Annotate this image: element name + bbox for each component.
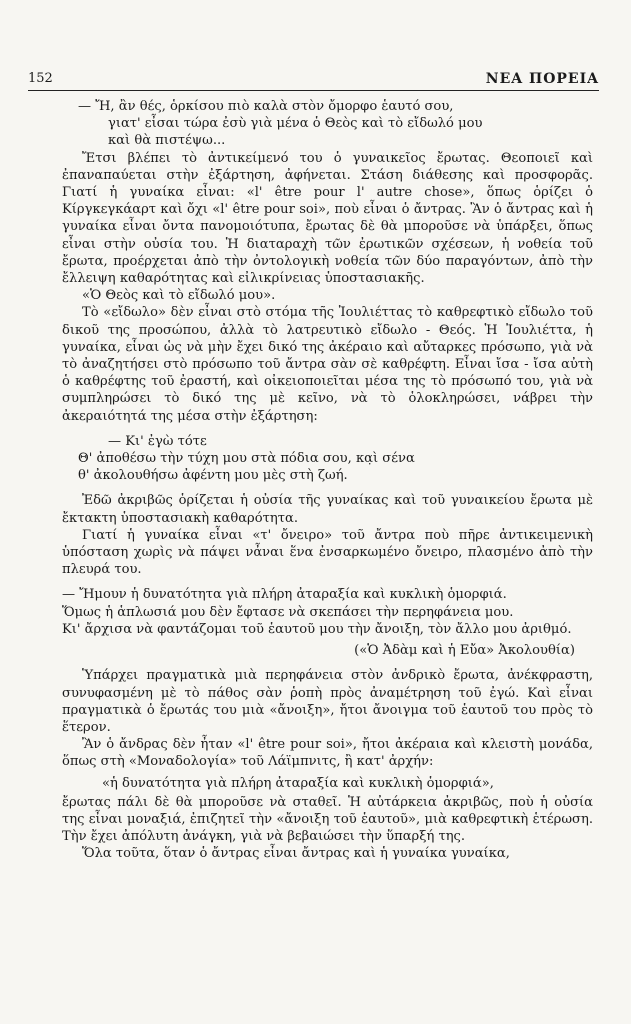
verse-quote-3	[62, 586, 593, 638]
article-body	[62, 98, 593, 863]
verse-line: — Ἤμουν ἡ δυνατότητα γιὰ πλήρη ἀταραξία καὶ κυκλικὴ ὁμορφιά.	[62, 587, 507, 603]
verse-line: θ' ἀκολουθήσω ἀφέντη μου μὲς στὴ ζωή.	[78, 468, 348, 484]
verse-line: καὶ θὰ πιστέψω...	[108, 133, 226, 149]
paragraph: ἔρωτας πάλι δὲ θὰ μποροῦσε νὰ σταθεῖ. Ἡ αὐτάρκεια ἀκριβῶς, ποὺ ἡ οὐσία της εἶναι μοναξιά, ἐπιζητεῖ τὴν «ἄνοιξη τοῦ ἑαυτοῦ», μιὰ καθρεφτικὴ ἑτέρωση. Τὴν ἔχει ἀπόλυτη ἀνάγκη, γιὰ νὰ βεβαιώσει τὴν ὕπαρξή της.	[62, 794, 593, 845]
attribution: («Ὁ Ἀδὰμ καὶ ἡ Εὔα» Ἀκολουθία)	[354, 643, 575, 659]
page-number: 152	[28, 71, 53, 86]
paragraph: Ἔτσι βλέπει τὸ ἀντικείμενό του ὁ γυναικεῖος ἔρωτας. Θεοποιεῖ καὶ ἐπαναπαύεται στὴν ἐξάρτηση, ἀφήνεται. Στάση διάθεσης καὶ προσφορᾶς. Γιατί ἡ γυναίκα εἶναι: «l' être pour l' autre chose», ὅπως ὁρίζει ὁ Κίργκεγκάαρτ καὶ ὄχι «l' être pour soi», ποὺ εἶναι ὁ ἄντρας. Ἂν ὁ ἄντρας καὶ ἡ γυναίκα εἶναι ὄντα πανομοιότυπα, ἔρωτας δὲ θὰ μποροῦσε νὰ ὑπάρξει, ὅπως εἶναι στὴν οὐσία του. Ἡ διαταραχὴ τῶν ἐρωτικῶν σχέσεων, ἡ νοθεία τοῦ ἔρωτα, προέρχεται ἀπὸ τὴν ὀντολογικὴ νοθεία τῶν δύο παραγόντων, ἀπὸ τὴν ἔλλειψη καθαρότητας καὶ εἰλικρίνειας ὑποστασιακῆς.	[62, 150, 593, 287]
verse-line: — Κι' ἐγὼ τότε	[108, 433, 207, 449]
paragraph: «Ὁ Θεὸς καὶ τὸ εἴδωλό μου».	[82, 288, 276, 304]
inline-quote: «ἡ δυνατότητα γιὰ πλήρη ἀταραξία καὶ κυκλικὴ ὁμορφιά»,	[102, 775, 494, 791]
journal-title: ΝΕΑ ΠΟΡΕΙΑ	[485, 71, 599, 87]
verse-line: γιατ' εἶσαι τώρα ἐσὺ γιὰ μένα ὁ Θεὸς καὶ τὸ εἴδωλό μου	[108, 116, 483, 132]
verse-quote-1	[62, 98, 593, 150]
paragraph: Τὸ «εἴδωλο» δὲν εἶναι στὸ στόμα τῆς Ἰουλιέττας τὸ καθρεφτικὸ εἴδωλο τοῦ δικοῦ της προσώπου, ἀλλὰ τὸ λατρευτικὸ εἴδωλο - Θεός. Ἡ Ἰουλιέττα, ἡ γυναίκα, εἶναι ὡς νὰ μὴν ἔχει δικό της ἀκέραιο καὶ αὔταρκες πρόσωπο, γιὰ νὰ τὸ ἀναζητήσει στὸ πρόσωπο τοῦ ἄντρα σὰν σὲ καθρέφτη. Εἶναι ἴσα - ἴσα αὐτὴ ὁ καθρέφτης τοῦ ἐραστή, καὶ οἰκειοποιεῖται μέσα της τὸ πρόσωπό του, γιὰ νὰ συμπληρώσει τὸ δικό της μὲ κεῖνο, νὰ τὸ ὁλοκληρώσει, νάβρει τὴν ἀκεραιότητά της μέσα στὴν ἐξάρτηση:	[62, 305, 593, 424]
paragraph: Ἐδῶ ἀκριβῶς ὁρίζεται ἡ οὐσία τῆς γυναίκας καὶ τοῦ γυναικείου ἔρωτα μὲ ἔκτακτη ὑποστασιακὴ καθαρότητα.	[62, 493, 593, 526]
paragraph: Ὑπάρχει πραγματικὰ μιὰ περηφάνεια στὸν ἀνδρικὸ ἔρωτα, ἀνέκφραστη, συνυφασμένη μὲ τὸ πάθος σὰν ῥοπὴ πρὸς ἀναμέτρηση τοῦ ἐγώ. Καὶ εἶναι πραγματικὰ ὁ ἔρωτάς του μιὰ «ἄνοιξη», ἤτοι ἄνοιγμα τοῦ ἑαυτοῦ του πρὸς τὸ ἕτερον.	[62, 668, 593, 735]
running-header	[28, 60, 599, 91]
paragraph: Ἂν ὁ ἄνδρας δὲν ἦταν «l' être pour soi», ἤτοι ἀκέραια καὶ κλειστὴ μονάδα, ὅπως στὴ «Μοναδολογία» τοῦ Λάϊμπνιτς, ἢ κατ' ἀρχήν:	[62, 737, 593, 770]
verse-line: Κι' ἄρχισα νὰ φαντάζομαι τοῦ ἑαυτοῦ μου τὴν ἄνοιξη, τὸν ἄλλο μου ἀριθμό.	[62, 621, 572, 637]
verse-line: Θ' ἀποθέσω τὴν τύχη μου στὰ πόδια σου, κα̣ὶ σένα	[78, 451, 415, 467]
verse-quote-2	[62, 433, 593, 485]
paragraph: Γιατί ἡ γυναίκα εἶναι «τ' ὄνειρο» τοῦ ἄντρα ποὺ πῆρε ἀντικειμενικὴ ὑπόσταση χωρὶς νὰ πάψει νἆναι ἕνα ἐνσαρκωμένο ὄνειρο, πλασμένο ἀπὸ τὴν πλευρά του.	[62, 527, 593, 578]
verse-line: — Ἤ, ἂν θές, ὁρκίσου πιὸ καλὰ στὸν ὄμορφο ἑαυτό σου,	[78, 99, 454, 114]
verse-line: Ὅμως ἡ ἁπλωσιά μου δὲν ἔφτασε νὰ σκεπάσει τὴν περηφάνεια μου.	[62, 604, 514, 620]
paragraph: Ὅλα τοῦτα, ὅταν ὁ ἄντρας εἶναι ἄντρας καὶ ἡ γυναίκα γυναίκα,	[82, 846, 510, 862]
